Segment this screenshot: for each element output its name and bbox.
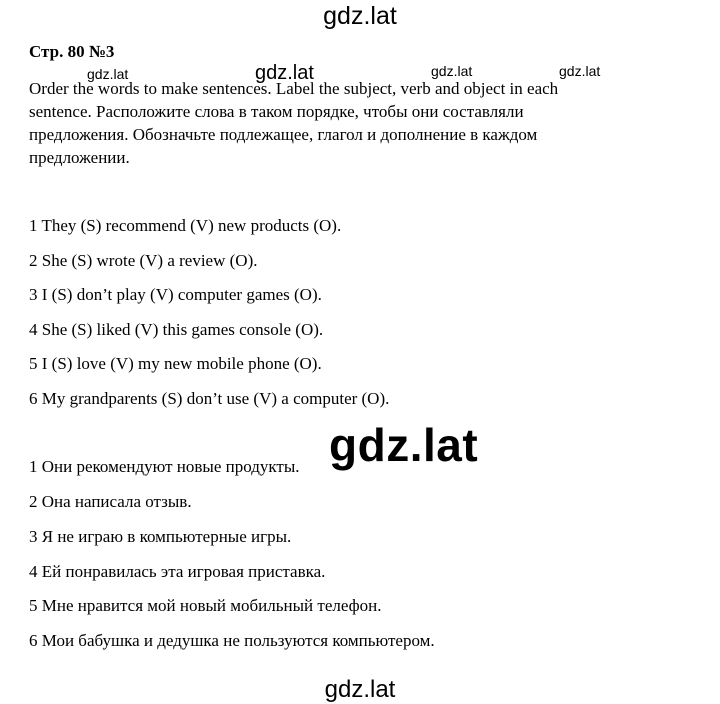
translation-line-3: 3 Я не играю в компьютерные игры. — [29, 527, 292, 546]
translation-line-6: 6 Мои бабушка и дедушка не пользуются компьютером. — [29, 631, 435, 650]
answer-line-4: 4 She (S) liked (V) this games console (O). — [29, 320, 324, 339]
watermark-small: gdz.lat — [431, 63, 473, 79]
page-heading: Стр. 80 №3 — [29, 42, 115, 61]
watermark-top: gdz.lat — [323, 2, 397, 30]
task-line: предложении. — [29, 148, 130, 167]
task-line: sentence. Расположите слова в таком порядке, чтобы они составляли — [29, 102, 524, 121]
answer-line-1: 1 They (S) recommend (V) new products (O). — [29, 216, 342, 235]
task-line: предложения. Обозначьте подлежащее, глагол и дополнение в каждом — [29, 125, 538, 144]
watermark-bottom: gdz.lat — [324, 676, 396, 703]
translation-line-2: 2 Она написала отзыв. — [29, 492, 192, 511]
task-line: Order the words to make sentences. Label the subject, verb and object in each — [29, 79, 559, 98]
translation-line-5: 5 Мне нравится мой новый мобильный телефон. — [29, 596, 382, 615]
translation-line-4: 4 Ей понравилась эта игровая приставка. — [29, 562, 326, 581]
answer-line-3: 3 I (S) don’t play (V) computer games (O). — [29, 285, 322, 304]
task-instructions — [29, 77, 629, 169]
answer-line-2: 2 She (S) wrote (V) a review (O). — [29, 251, 258, 270]
watermark-small: gdz.lat — [87, 66, 129, 82]
answer-line-6: 6 My grandparents (S) don’t use (V) a computer (O). — [29, 389, 390, 408]
watermark-large: gdz.lat — [329, 419, 479, 471]
translation-line-1: 1 Они рекомендуют новые продукты. — [29, 457, 300, 476]
watermark-small: gdz.lat — [255, 62, 314, 84]
answer-line-5: 5 I (S) love (V) my new mobile phone (O). — [29, 354, 322, 373]
watermark-small: gdz.lat — [559, 63, 601, 79]
